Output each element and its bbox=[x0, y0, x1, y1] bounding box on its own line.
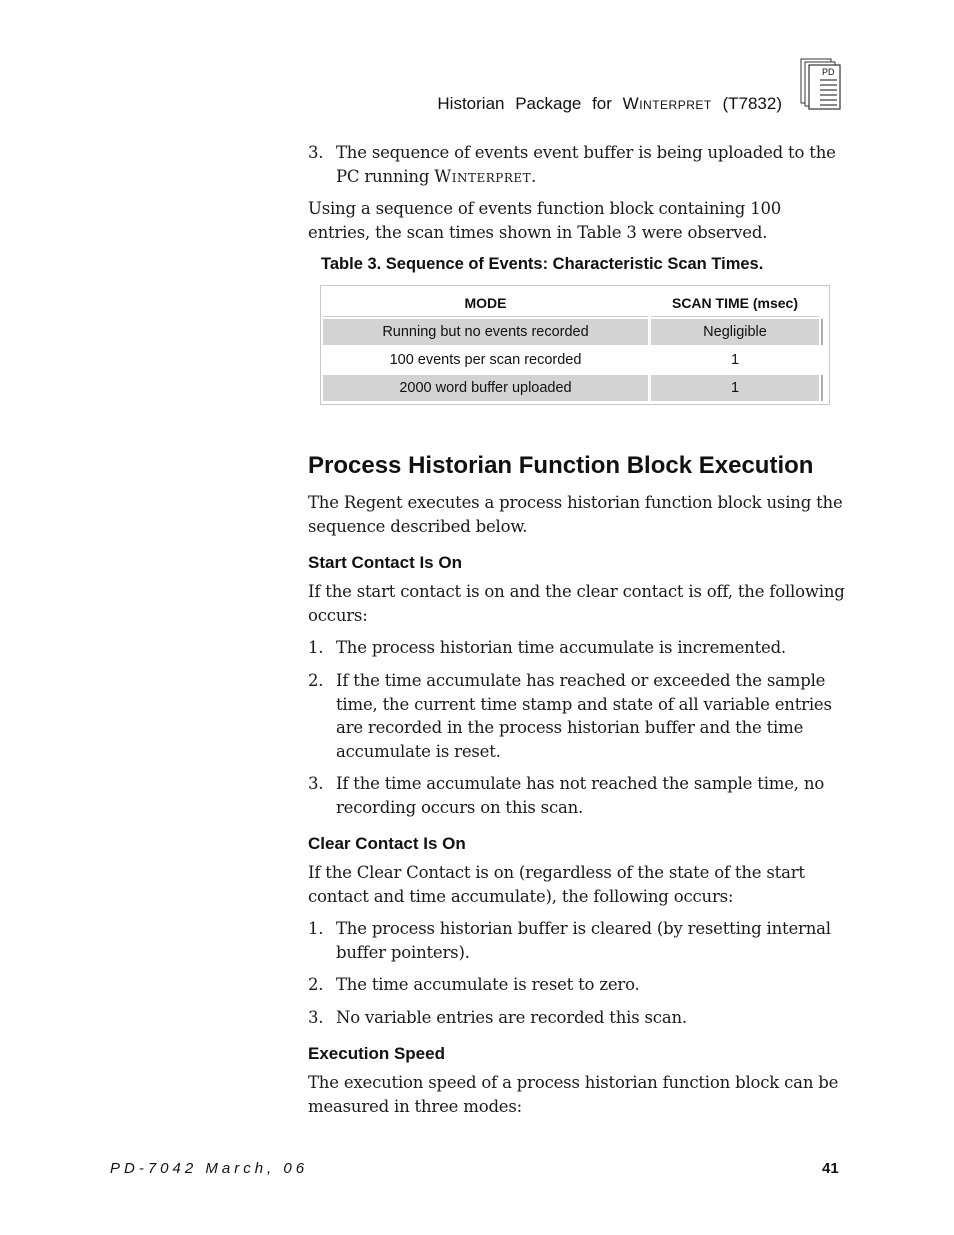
list-number: 3. bbox=[308, 774, 324, 793]
scan-times-table bbox=[320, 285, 830, 405]
clear-contact-item bbox=[308, 1006, 848, 1030]
intro-list-item bbox=[308, 141, 848, 188]
list-item bbox=[308, 636, 848, 660]
header-product-name: Winterpret bbox=[622, 94, 712, 113]
start-contact-heading: Start Contact Is On bbox=[308, 553, 462, 572]
list-item bbox=[308, 917, 848, 964]
section-intro: The Regent executes a process historian function block using the sequence described below. bbox=[308, 493, 843, 536]
list-item bbox=[308, 669, 848, 763]
footer-document-id: PD-7042 March, 06 bbox=[110, 1160, 309, 1177]
list-item bbox=[308, 772, 848, 819]
clear-contact-item bbox=[308, 917, 848, 964]
execution-speed-heading: Execution Speed bbox=[308, 1044, 445, 1063]
list-item-text: The time accumulate is reset to zero. bbox=[336, 975, 640, 994]
list-number: 1. bbox=[308, 638, 324, 657]
list-item-text: The process historian buffer is cleared (by resetting internal buffer pointers). bbox=[336, 919, 831, 962]
clear-contact-intro-wrap bbox=[308, 861, 848, 908]
pd-icon-label: PD bbox=[822, 67, 835, 77]
execution-speed-text: The execution speed of a process historian function block can be measured in three modes: bbox=[308, 1073, 839, 1116]
clear-contact-intro: If the Clear Contact is on (regardless of the state of the start contact and time accumulate), the following occurs: bbox=[308, 863, 805, 906]
start-contact-intro-wrap bbox=[308, 580, 848, 627]
table-cell-scan-time: Negligible bbox=[651, 319, 819, 345]
list-item bbox=[308, 1006, 848, 1030]
section-title: Process Historian Function Block Execution bbox=[308, 452, 814, 479]
header-product-code: (T7832) bbox=[722, 94, 782, 113]
table-cell-scan-time: 1 bbox=[730, 352, 740, 368]
intro-paragraph-wrap bbox=[308, 197, 848, 244]
table-cell-mode: Running but no events recorded bbox=[323, 319, 648, 345]
intro-paragraph: Using a sequence of events function block containing 100 entries, the scan times shown in Table 3 were observed. bbox=[308, 199, 782, 242]
execution-speed-wrap bbox=[308, 1071, 848, 1118]
row-divider bbox=[821, 375, 823, 401]
clear-contact-item bbox=[308, 973, 848, 997]
intro-item-suffix: . bbox=[531, 166, 537, 186]
running-header bbox=[437, 94, 782, 114]
table-row bbox=[323, 347, 823, 373]
list-item-text: The process historian time accumulate is incremented. bbox=[336, 638, 786, 657]
start-contact-item bbox=[308, 669, 848, 763]
row-divider bbox=[821, 319, 823, 345]
table-row bbox=[323, 319, 823, 345]
list-number: 1. bbox=[308, 919, 324, 938]
start-contact-item bbox=[308, 772, 848, 819]
table-cell-scan-time: 1 bbox=[651, 375, 819, 401]
intro-item-product: Winterpret bbox=[434, 166, 532, 186]
list-item-text: No variable entries are recorded this scan. bbox=[336, 1008, 687, 1027]
intro-item-text: The sequence of events event buffer is being uploaded to the PC running bbox=[336, 143, 836, 186]
list-number: 3. bbox=[308, 143, 324, 162]
list-number: 2. bbox=[308, 975, 324, 994]
section-intro-wrap bbox=[308, 491, 848, 538]
table-row bbox=[323, 375, 823, 401]
pd-document-icon bbox=[800, 58, 842, 110]
intro-item-3 bbox=[308, 141, 848, 188]
start-contact-item bbox=[308, 636, 848, 660]
list-number: 3. bbox=[308, 1008, 324, 1027]
list-number: 2. bbox=[308, 671, 324, 690]
column-header-mode: MODE bbox=[323, 290, 648, 317]
table-cell-mode: 100 events per scan recorded bbox=[389, 352, 582, 368]
list-item bbox=[308, 973, 848, 997]
column-header-scan-time: SCAN TIME (msec) bbox=[651, 290, 819, 317]
list-item-text: If the time accumulate has not reached the sample time, no recording occurs on this scan. bbox=[336, 774, 825, 817]
table-cell-mode: 2000 word buffer uploaded bbox=[323, 375, 648, 401]
clear-contact-heading: Clear Contact Is On bbox=[308, 834, 466, 853]
page-number: 41 bbox=[822, 1160, 839, 1177]
table-caption: Table 3. Sequence of Events: Characteristic Scan Times. bbox=[321, 255, 764, 273]
header-title-prefix: Historian Package for bbox=[437, 94, 612, 113]
start-contact-intro: If the start contact is on and the clear contact is off, the following occurs: bbox=[308, 582, 845, 625]
list-item-text: If the time accumulate has reached or exceeded the sample time, the current time stamp and state of all variable entries are recorded in the process historian buffer and the time accumulate is reset. bbox=[336, 671, 832, 761]
table-header-row bbox=[323, 290, 823, 316]
